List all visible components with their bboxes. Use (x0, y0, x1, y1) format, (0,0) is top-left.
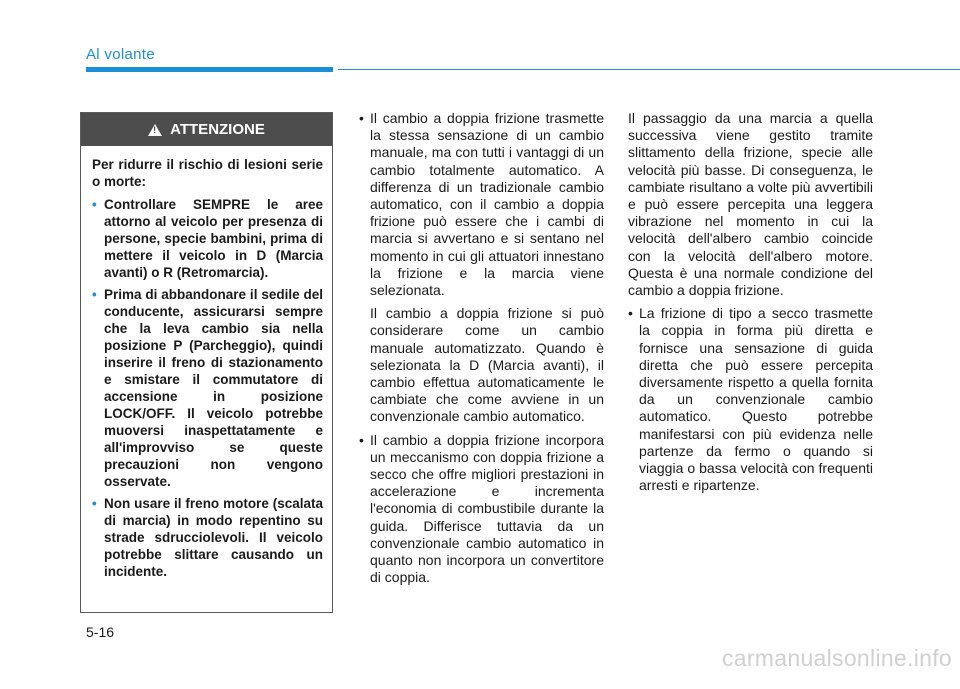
right-column (628, 110, 873, 500)
warning-item: • Controllare SEMPRE le aree attorno al veicolo per presenza di persone, specie bambini, prima di mettere il veicolo in D (Marcia avanti) o R (Retromarcia). (92, 196, 323, 281)
watermark: carmanualsonline.info (721, 645, 952, 671)
section-title: Al volante (86, 46, 155, 63)
middle-bullet-list (359, 110, 604, 586)
bullet-item (628, 305, 873, 494)
right-bullet-list (628, 305, 873, 494)
header-rule-thin (338, 69, 960, 70)
warning-list (92, 196, 323, 580)
warning-title: ATTENZIONE (170, 121, 265, 138)
warning-triangle-icon (148, 124, 162, 136)
warning-box (80, 112, 333, 613)
bullet-text: Il cambio a doppia frizione incorpora un meccanismo con doppia frizione a secco che offre migliori prestazioni in accelerazione e incrementa l'economia di combustibile durante la guida. Differisce tuttavia da un convenzionale cambio automatico in quanto non incorpora un convertitore di coppia. (370, 431, 604, 586)
paragraph: Il passaggio da una marcia a quella successiva viene gestito tramite slittamento della frizione, specie alle velocità più basse. Di conseguenza, le cambiate risultano a volte più avvertibili e può essere percepita una leggera vibrazione nel momento in cui la velocità dell'albero cambio coincide con la velocità dell'albero motore. Questa è una normale condizione del cambio a doppia frizione. (628, 110, 873, 299)
middle-column (359, 110, 604, 592)
warning-header (81, 113, 332, 146)
warning-item: • Prima di abbandonare il sedile del conducente, assicurarsi sempre che la leva cambio sia nella posizione P (Parcheggio), quindi inserire il freno di stazionamento e smistare il commutatore di accensione in posizione LOCK/OFF. Il veicolo potrebbe muoversi inaspettatamente e all'improvviso se queste precauzioni non vengono osservate. (92, 286, 323, 490)
warning-body (81, 146, 332, 580)
bullet-text: Il cambio a doppia frizione trasmette la stessa sensazione di un cambio manuale, ma con tutti i vantaggi di un cambio totalmente automatico. A differenza di un tradizionale cambio automatico, con il cambio a doppia frizione può essere che i cambi di marcia si avvertano e si sentano nel momento in cui gli attuatori innestano la frizione e la marcia viene selezionata. (370, 110, 604, 299)
bullet-followup: Il cambio a doppia frizione si può considerare come un cambio manuale automatizzato. Quando è selezionata la D (Marcia avanti), il cambio effettua automaticamente le cambiate che come avviene in un convenzionale cambio automatico. (370, 305, 604, 425)
header-rule-thick (86, 67, 333, 72)
warning-item: • Non usare il freno motore (scalata di marcia) in modo repentino su strade sdrucciolevoli. Il veicolo potrebbe slittare causando un incidente. (92, 495, 323, 580)
page-number: 5-16 (86, 624, 115, 640)
bullet-item (359, 110, 604, 426)
bullet-text: La frizione di tipo a secco trasmette la coppia in forma più diretta e fornisce una sensazione di guida diretta che può essere percepita diversamente rispetto a quella fornita da un convenzionale cambio automatico. Questo potrebbe manifestarsi con più evidenza nelle partenze da fermo o quando si viaggia o bassa velocità con frequenti arresti e ripartenze. (639, 305, 873, 494)
warning-intro: Per ridurre il rischio di lesioni serie o morte: (92, 157, 323, 189)
bullet-item (359, 432, 604, 587)
